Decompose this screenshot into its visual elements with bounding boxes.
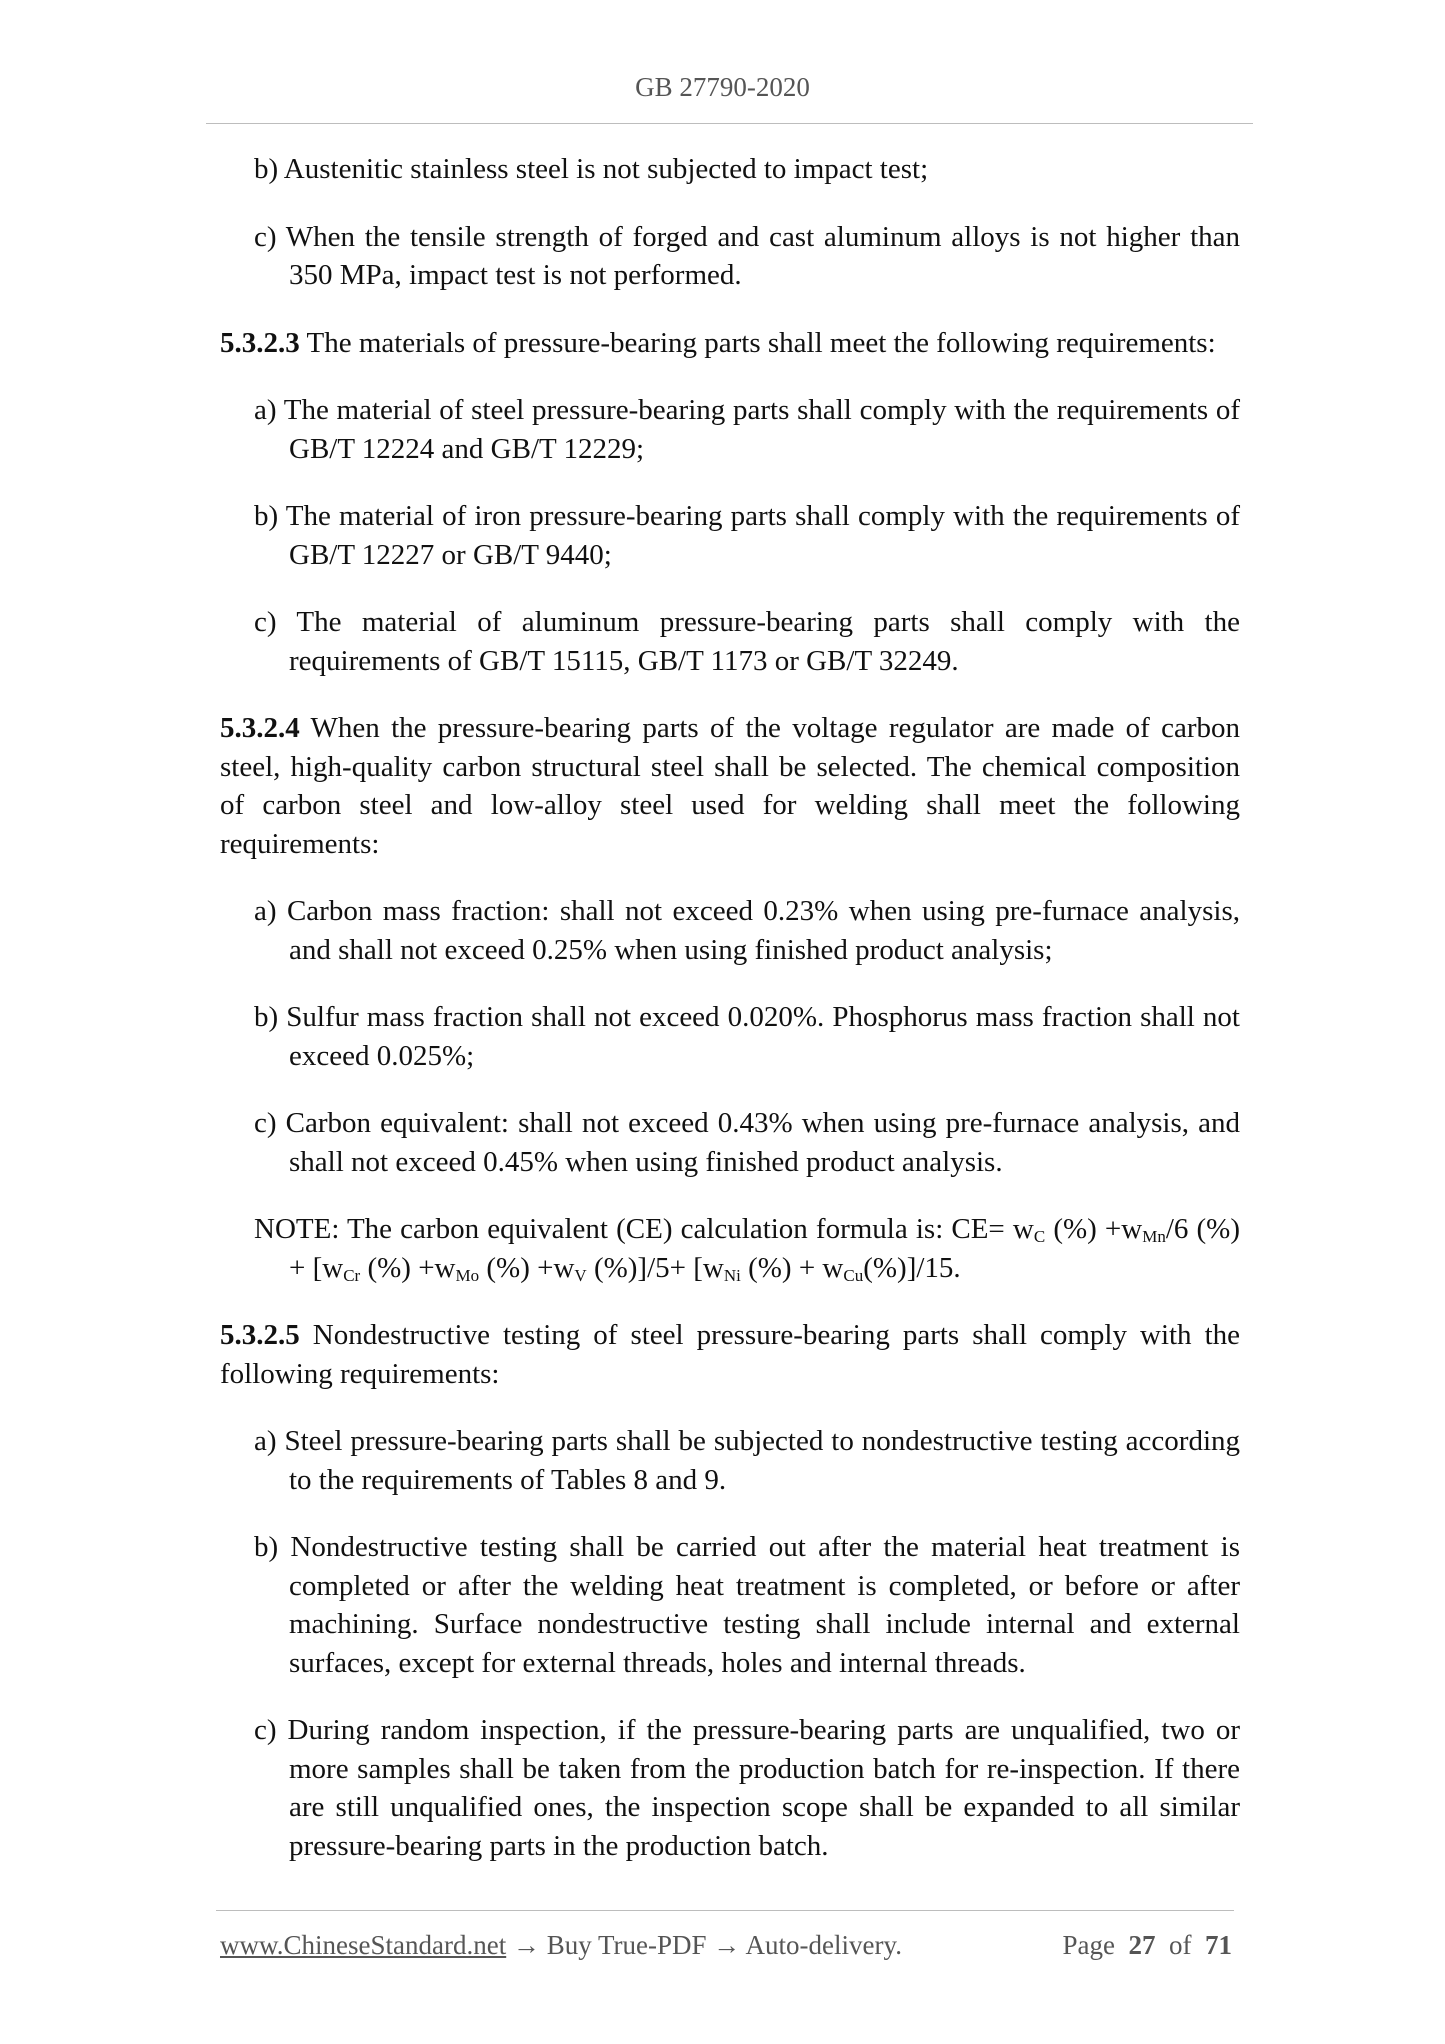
note-formula: NOTE: The carbon equivalent (CE) calculation formula is: $CE= w_C$ (%) $+w_{Mn}/6$ (%) + [$w_{Cr}$ (%) $+w_{Mo}$ (%) $+w_V$ $(\%)]/5+ [w_{Ni}$ (%) + $w_{Cu}(\%)]/15$.: [254, 1213, 1240, 1285]
clause-text: When the pressure-bearing parts of the voltage regulator are made of carbon steel, high-quality carbon structural steel shall be selected. The chemical composition of carbon steel and low-alloy steel used for welding shall meet the following requirements:: [220, 712, 1240, 860]
clause-5-3-2-4: [220, 709, 1240, 863]
current-page: 27: [1128, 1930, 1156, 1960]
footer-divider: [216, 1910, 1234, 1911]
header-divider: [206, 123, 1253, 124]
list-item: b) Austenitic stainless steel is not subjected to impact test;: [254, 153, 929, 185]
document-body: [220, 150, 1240, 1894]
document-header: GB 27790-2020: [635, 72, 810, 102]
total-pages: 71: [1205, 1930, 1232, 1960]
page-indicator: Page 27 of 71: [1062, 1930, 1232, 1960]
clause-text: The materials of pressure-bearing parts shall meet the following requirements:: [306, 326, 1216, 359]
clause-number: 5.3.2.3: [220, 326, 300, 359]
list-item: a) Carbon mass fraction: shall not exceed 0.23% when using pre-furnace analysis, and shall not exceed 0.25% when using finished product analysis;: [254, 895, 1240, 966]
footer-promo-text: → Buy True-PDF → Auto-delivery.: [506, 1930, 902, 1960]
list-item: c) During random inspection, if the pressure-bearing parts are unqualified, two or more samples shall be taken from the production batch for re-inspection. If there are still unqualified ones, the inspection scope shall be expanded to all similar pressure-bearing parts in the production batch.: [254, 1714, 1240, 1862]
list-item: a) Steel pressure-bearing parts shall be subjected to nondestructive testing according to the requirements of Tables 8 and 9.: [254, 1425, 1240, 1496]
list-item: c) The material of aluminum pressure-bearing parts shall comply with the requirements of GB/T 15115, GB/T 1173 or GB/T 32249.: [254, 606, 1240, 677]
clause-5-3-2-3: [220, 324, 1240, 363]
list-item: b) Nondestructive testing shall be carried out after the material heat treatment is completed or after the welding heat treatment is completed, or before or after machining. Surface nondestructive testing shall include internal and external surfaces, except for external threads, holes and internal threads.: [254, 1531, 1240, 1679]
clause-text: Nondestructive testing of steel pressure-bearing parts shall comply with the following requirements:: [220, 1319, 1240, 1390]
list-item: c) When the tensile strength of forged and cast aluminum alloys is not higher than 350 MPa, impact test is not performed.: [254, 220, 1240, 291]
list-item: a) The material of steel pressure-bearing parts shall comply with the requirements of GB/T 12224 and GB/T 12229;: [254, 394, 1240, 465]
clause-number: 5.3.2.5: [220, 1319, 300, 1351]
list-item: b) Sulfur mass fraction shall not exceed 0.020%. Phosphorus mass fraction shall not exceed 0.025%;: [254, 1001, 1240, 1072]
page-footer: [220, 1930, 1232, 1961]
list-item: c) Carbon equivalent: shall not exceed 0.43% when using pre-furnace analysis, and shall not exceed 0.45% when using finished product analysis.: [254, 1107, 1240, 1178]
clause-number: 5.3.2.4: [220, 712, 300, 744]
clause-5-3-2-5: [220, 1316, 1240, 1393]
list-item: b) The material of iron pressure-bearing parts shall comply with the requirements of GB/T 12227 or GB/T 9440;: [254, 500, 1240, 571]
website-link[interactable]: www.ChineseStandard.net: [220, 1930, 507, 1960]
